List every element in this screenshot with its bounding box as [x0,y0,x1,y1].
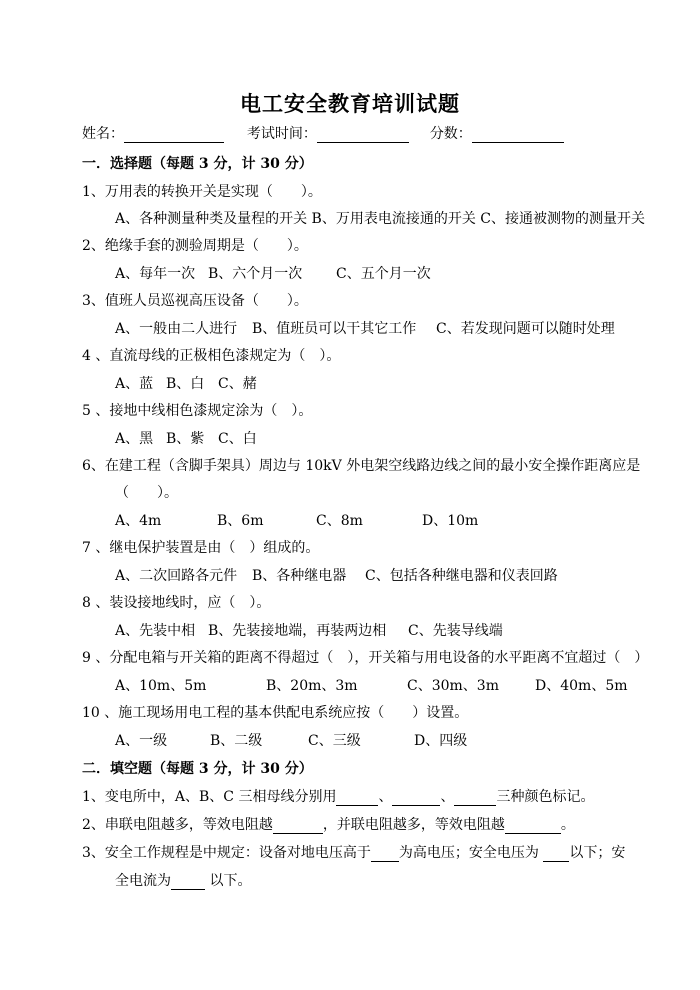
option: A、4m [115,513,162,529]
fill-q1-text-c: 、 [440,789,455,805]
fill-question-1 [82,786,594,806]
option: A、每年一次 [115,266,196,282]
option: A、10m、5m [115,678,207,694]
fill-blank[interactable] [454,790,496,806]
option: C、若发现问题可以随时处理 [436,321,615,337]
question-6: 6、在建工程（含脚手架具）周边与 10kV 外电架空线路边线之间的最小安全操作距离应是 [82,458,641,474]
option: B、值班员可以干其它工作 [252,321,417,337]
page-title: 电工安全教育培训试题 [240,92,460,116]
option: D、四级 [414,733,468,749]
fill-question-2 [82,814,575,834]
fill-blank[interactable] [371,846,399,862]
question-5: 5 、接地中线相色漆规定涂为（ ）。 [82,403,313,419]
option: C、三级 [308,733,361,749]
fill-q3-text-d: 全电流为 [115,873,171,889]
fill-q3-text-e: 以下。 [209,873,252,889]
option: B、紫 [166,431,205,447]
option: D、40m、5m [535,678,628,694]
time-label: 考试时间： [246,126,317,142]
fill-blank[interactable] [392,790,440,806]
option: B、六个月一次 [208,266,303,282]
option: B、各种继电器 [252,568,347,584]
name-blank[interactable] [124,126,224,143]
option: A、蓝 [115,376,154,392]
fill-q1-text-a: 1、变电所中，A、B、C 三相母线分别用 [82,789,337,805]
fill-blank[interactable] [336,790,378,806]
section-heading-choice: 一．选择题（每题 3 分，计 30 分） [82,156,313,172]
time-blank[interactable] [317,126,409,143]
option: C、白 [218,431,257,447]
score-label: 分数： [429,126,472,142]
option: A、一级 [115,733,168,749]
fill-q3-text-c: 以下；安 [569,845,626,861]
question-1: 1、万用表的转换开关是实现（ ）。 [82,184,322,200]
option: C、8m [316,513,363,529]
question-10: 10 、施工现场用电工程的基本供配电系统应按（ ）设置。 [82,705,469,721]
option: C、赭 [218,376,257,392]
option: A、一般由二人进行 [115,321,238,337]
fill-blank[interactable] [273,818,323,834]
fill-q3-text-a: 3、安全工作规程是中规定：设备对地电压高于 [82,845,371,861]
fill-blank[interactable] [171,874,205,890]
option: C、包括各种继电器和仪表回路 [365,568,558,584]
fill-blank[interactable] [543,846,569,862]
fill-q1-text-d: 三种颜色标记。 [496,789,595,805]
option: B、20m、3m [266,678,358,694]
question-9: 9 、分配电箱与开关箱的距离不得超过（ ），开关箱与用电设备的水平距离不宜超过（ ） [82,650,649,666]
question-4: 4 、直流母线的正极相色漆规定为（ ）。 [82,348,341,364]
question-6-cont: （ ）。 [115,485,178,501]
option: B、6m [217,513,264,529]
question-2: 2、绝缘手套的测验周期是（ ）。 [82,238,308,254]
fill-blank[interactable] [505,818,561,834]
fill-q2-text-c: 。 [560,817,575,833]
question-1-options: A、各种测量种类及量程的开关 B、万用表电流接通的开关 C、接通被测物的测量开关 [115,211,646,227]
fill-q2-text-b: ，并联电阻越多，等效电阻越 [322,817,505,833]
option: C、五个月一次 [336,266,431,282]
option: C、先装导线端 [408,623,503,639]
score-blank[interactable] [472,126,564,143]
option: D、10m [422,513,479,529]
option: B、先装接地端，再装两边相 [208,623,387,639]
option: A、先装中相 [115,623,196,639]
fill-question-3 [82,842,625,862]
question-8: 8 、装设接地线时，应（ ）。 [82,595,271,611]
fill-q2-text-a: 2、串联电阻越多，等效电阻越 [82,817,273,833]
section-heading-fill: 二．填空题（每题 3 分，计 30 分） [82,761,313,777]
fill-q3-text-b: 为高电压；安全电压为 [398,845,539,861]
fill-question-3-cont [115,870,251,890]
option: C、30m、3m [407,678,499,694]
option: B、白 [166,376,205,392]
exam-info-row [82,123,564,143]
option: A、二次回路各元件 [115,568,238,584]
option: A、黑 [115,431,154,447]
fill-q1-text-b: 、 [378,789,393,805]
question-7: 7 、继电保护装置是由（ ）组成的。 [82,540,320,556]
name-label: 姓名： [82,126,124,142]
question-3: 3、值班人员巡视高压设备（ ）。 [82,293,308,309]
option: B、二级 [210,733,263,749]
